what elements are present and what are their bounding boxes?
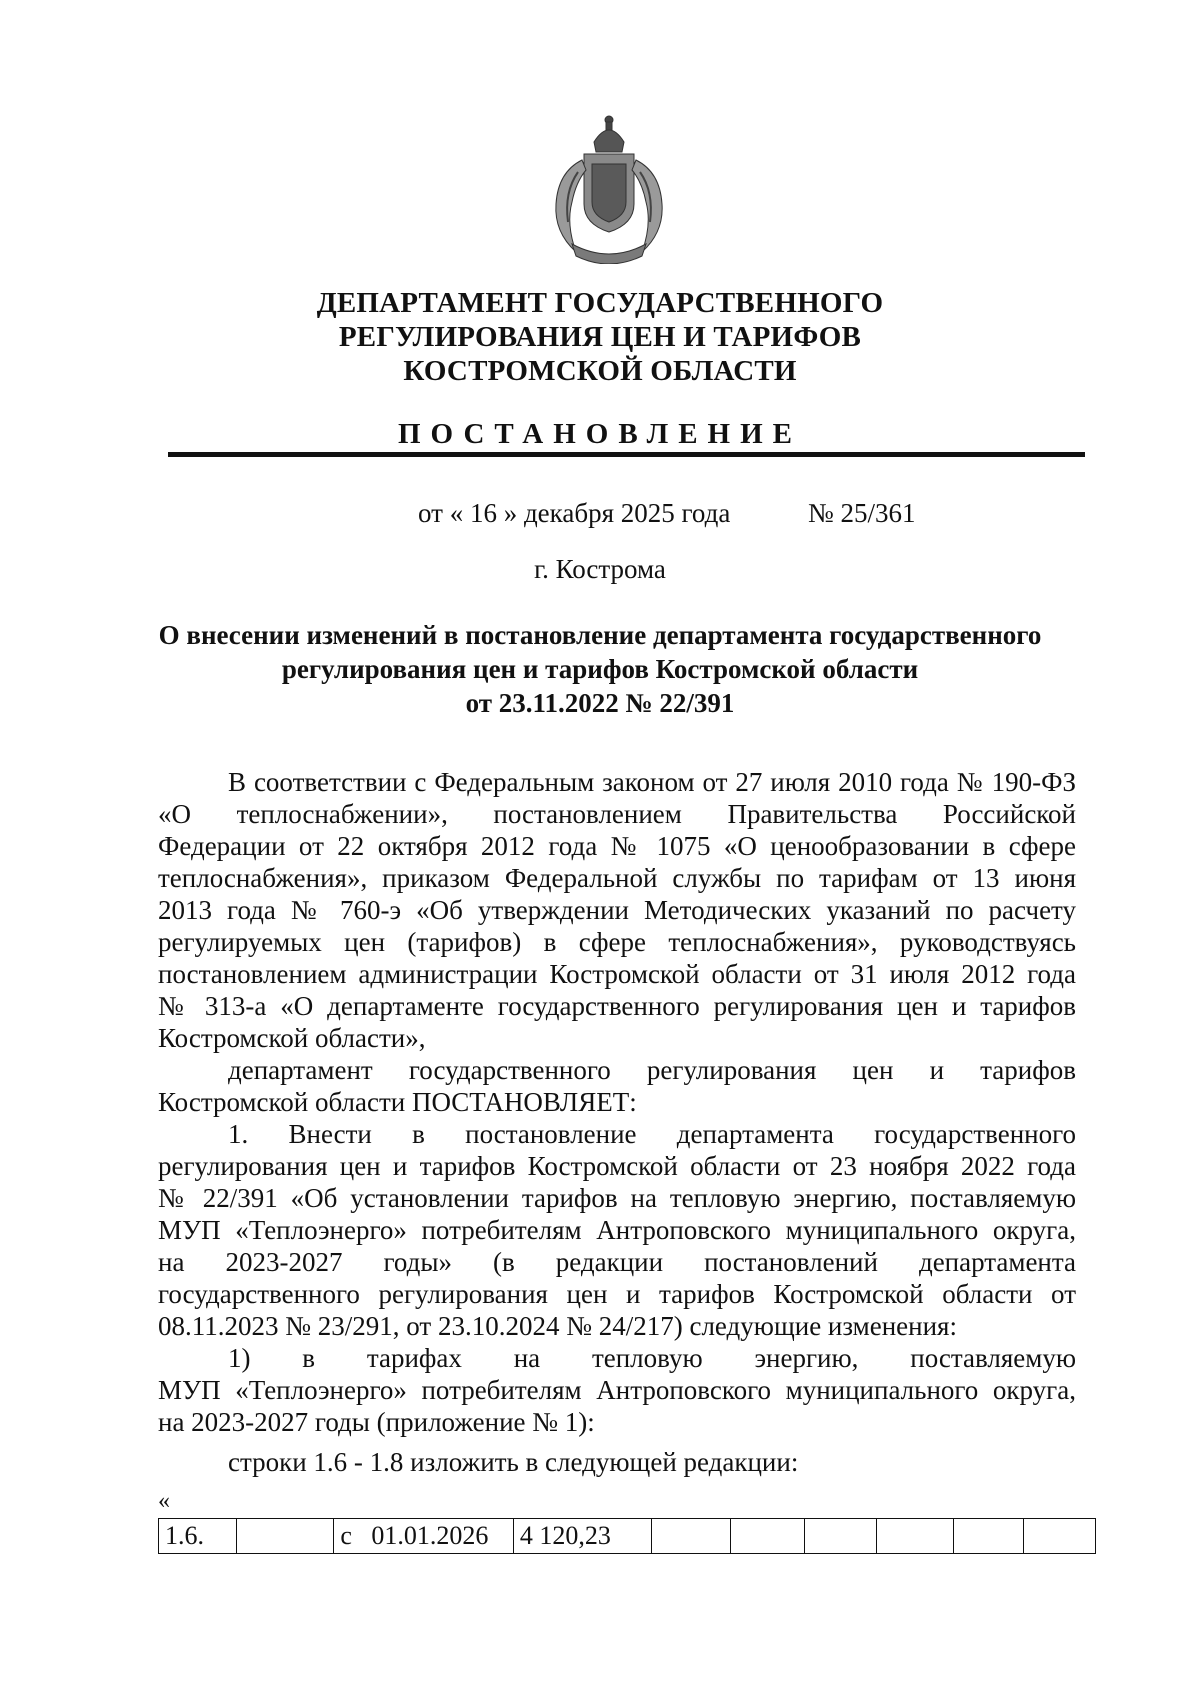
body-line: МУП «Теплоэнерго» потребителям Антроповского муниципального округа, [158,1215,1076,1245]
table-cell-period [334,1519,514,1554]
department-name-line-2: РЕГУЛИРОВАНИЯ ЦЕН И ТАРИФОВ [338,321,862,353]
document-city: г. Кострома [534,554,666,584]
body-line: теплоснабжения», приказом Федеральной службы по тарифам от 13 июня [158,863,1076,893]
subject-line-3: от 23.11.2022 № 22/391 [465,688,735,718]
table-cell-empty [652,1519,731,1554]
period-prefix: с [340,1521,352,1550]
body-line: департамент государственного регулирования цен и тарифов [228,1055,1076,1085]
header-divider [168,452,1085,457]
department-name-line-1: ДЕПАРТАМЕНТ ГОСУДАРСТВЕННОГО [316,287,884,319]
tariff-table [158,1518,1096,1554]
body-line: на 2023-2027 годы (приложение № 1): [158,1407,595,1437]
document-type-title: ПОСТАНОВЛЕНИЕ [397,418,802,450]
body-line: строки 1.6 - 1.8 изложить в следующей редакции: [228,1447,799,1477]
department-name-line-3: КОСТРОМСКОЙ ОБЛАСТИ [403,355,797,387]
table-cell-value: 4 120,23 [513,1519,652,1554]
body-line: на 2023-2027 годы» (в редакции постановлений департамента [158,1247,1076,1277]
body-line: 08.11.2023 № 23/291, от 23.10.2024 № 24/217) следующие изменения: [158,1311,957,1341]
body-line: постановлением администрации Костромской области от 31 июля 2012 года [158,959,1076,989]
body-line: 2013 года № 760-э «Об утверждении Методических указаний по расчету [158,895,1076,925]
body-line: Костромской области», [158,1023,426,1053]
period-date: 01.01.2026 [371,1521,489,1550]
body-line: регулирования цен и тарифов Костромской области от 23 ноября 2022 года [158,1151,1076,1181]
subject-line-1: О внесении изменений в постановление департамента государственного [158,620,1042,650]
body-line: МУП «Теплоэнерго» потребителям Антроповского муниципального округа, [158,1375,1076,1405]
body-line: Федерации от 22 октября 2012 года № 1075 «О ценообразовании в сфере [158,831,1076,861]
document-date: от « 16 » декабря 2025 года [418,498,731,528]
body-line: Костромской области ПОСТАНОВЛЯЕТ: [158,1087,637,1117]
body-line: 1) в тарифах на тепловую энергию, поставляемую [228,1343,1076,1373]
coat-of-arms-emblem [542,112,676,264]
body-line: 1. Внести в постановление департамента государственного [228,1119,1076,1149]
subject-line-2: регулирования цен и тарифов Костромской области [281,654,919,684]
body-line: «О теплоснабжении», постановлением Правительства Российской [158,799,1076,829]
table-cell-empty [876,1519,953,1554]
table-cell-empty [953,1519,1023,1554]
table-cell-empty [804,1519,876,1554]
table-cell-number: 1.6. [159,1519,237,1554]
opening-quote-mark: « [158,1488,170,1514]
body-line: государственного регулирования цен и тарифов Костромской области от [158,1279,1076,1309]
body-line: В соответствии с Федеральным законом от 27 июля 2010 года № 190-ФЗ [228,767,1076,797]
body-line: регулируемых цен (тарифов) в сфере теплоснабжения», руководствуясь [158,927,1076,957]
body-line: № 22/391 «Об установлении тарифов на тепловую энергию, поставляемую [158,1183,1076,1213]
document-number: № 25/361 [808,498,916,528]
table-cell-empty [237,1519,334,1554]
body-line: № 313-а «О департаменте государственного регулирования цен и тарифов [158,991,1076,1021]
table-row [159,1519,1096,1554]
table-cell-empty [1023,1519,1095,1554]
table-cell-empty [731,1519,805,1554]
